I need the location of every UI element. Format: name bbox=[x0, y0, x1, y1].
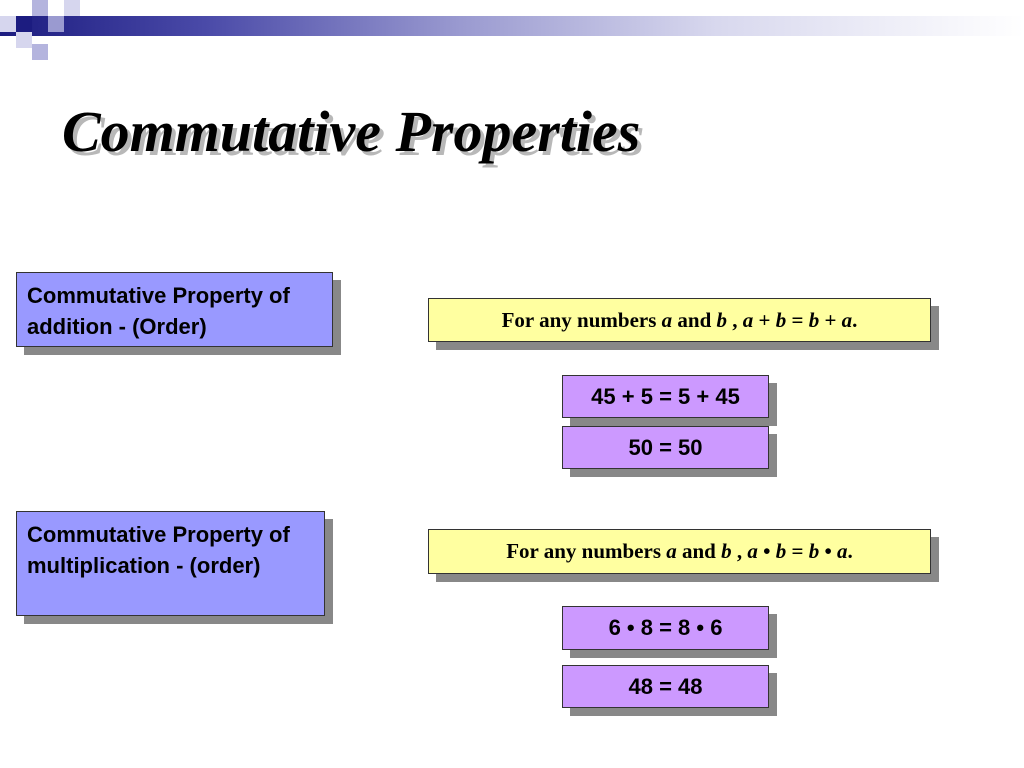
rule-var: a bbox=[837, 539, 848, 563]
decor-square bbox=[16, 32, 32, 48]
slide-title: Commutative Properties bbox=[62, 99, 641, 164]
multiplication-rule-box bbox=[428, 529, 931, 574]
rule-var: b bbox=[808, 539, 820, 563]
rule-var: b bbox=[775, 539, 787, 563]
rule-operator: + bbox=[753, 308, 776, 332]
addition-example-box: 45 + 5 = 5 + 45 bbox=[562, 375, 769, 418]
rule-text: . bbox=[847, 539, 853, 563]
rule-var: a bbox=[747, 539, 758, 563]
rule-operator: • bbox=[757, 539, 776, 563]
rule-var: b bbox=[808, 308, 820, 332]
decor-square bbox=[32, 44, 48, 60]
rule-var: b bbox=[721, 539, 732, 563]
rule-operator: = bbox=[786, 539, 809, 563]
rule-var: b bbox=[716, 308, 727, 332]
multiplication-example-box: 6 • 8 = 8 • 6 bbox=[562, 606, 769, 650]
rule-operator: = bbox=[786, 308, 809, 332]
rule-var: a bbox=[742, 308, 754, 332]
rule-operator: • bbox=[819, 539, 838, 563]
addition-rule-box bbox=[428, 298, 931, 342]
rule-text: For any numbers bbox=[506, 539, 667, 563]
rule-var: a bbox=[666, 539, 677, 563]
addition-concept-box: Commutative Property of addition - (Order) bbox=[16, 272, 333, 347]
rule-text: , bbox=[731, 539, 748, 563]
header-gradient-bar bbox=[0, 16, 1024, 36]
decor-square bbox=[0, 16, 16, 32]
multiplication-result-box: 48 = 48 bbox=[562, 665, 769, 708]
rule-var: b bbox=[775, 308, 787, 332]
decor-square bbox=[32, 0, 48, 16]
rule-text: . bbox=[852, 308, 858, 332]
decor-square bbox=[16, 16, 32, 32]
rule-operator: + bbox=[819, 308, 842, 332]
rule-text: and bbox=[672, 308, 717, 332]
decor-square bbox=[48, 16, 64, 32]
addition-result-box: 50 = 50 bbox=[562, 426, 769, 469]
rule-var: a bbox=[661, 308, 673, 332]
rule-var: a bbox=[841, 308, 853, 332]
multiplication-concept-box: Commutative Property of multiplication - (order) bbox=[16, 511, 325, 616]
rule-text: For any numbers bbox=[501, 308, 662, 332]
rule-text: and bbox=[676, 539, 722, 563]
decor-square bbox=[64, 0, 80, 16]
rule-text: , bbox=[727, 308, 743, 332]
